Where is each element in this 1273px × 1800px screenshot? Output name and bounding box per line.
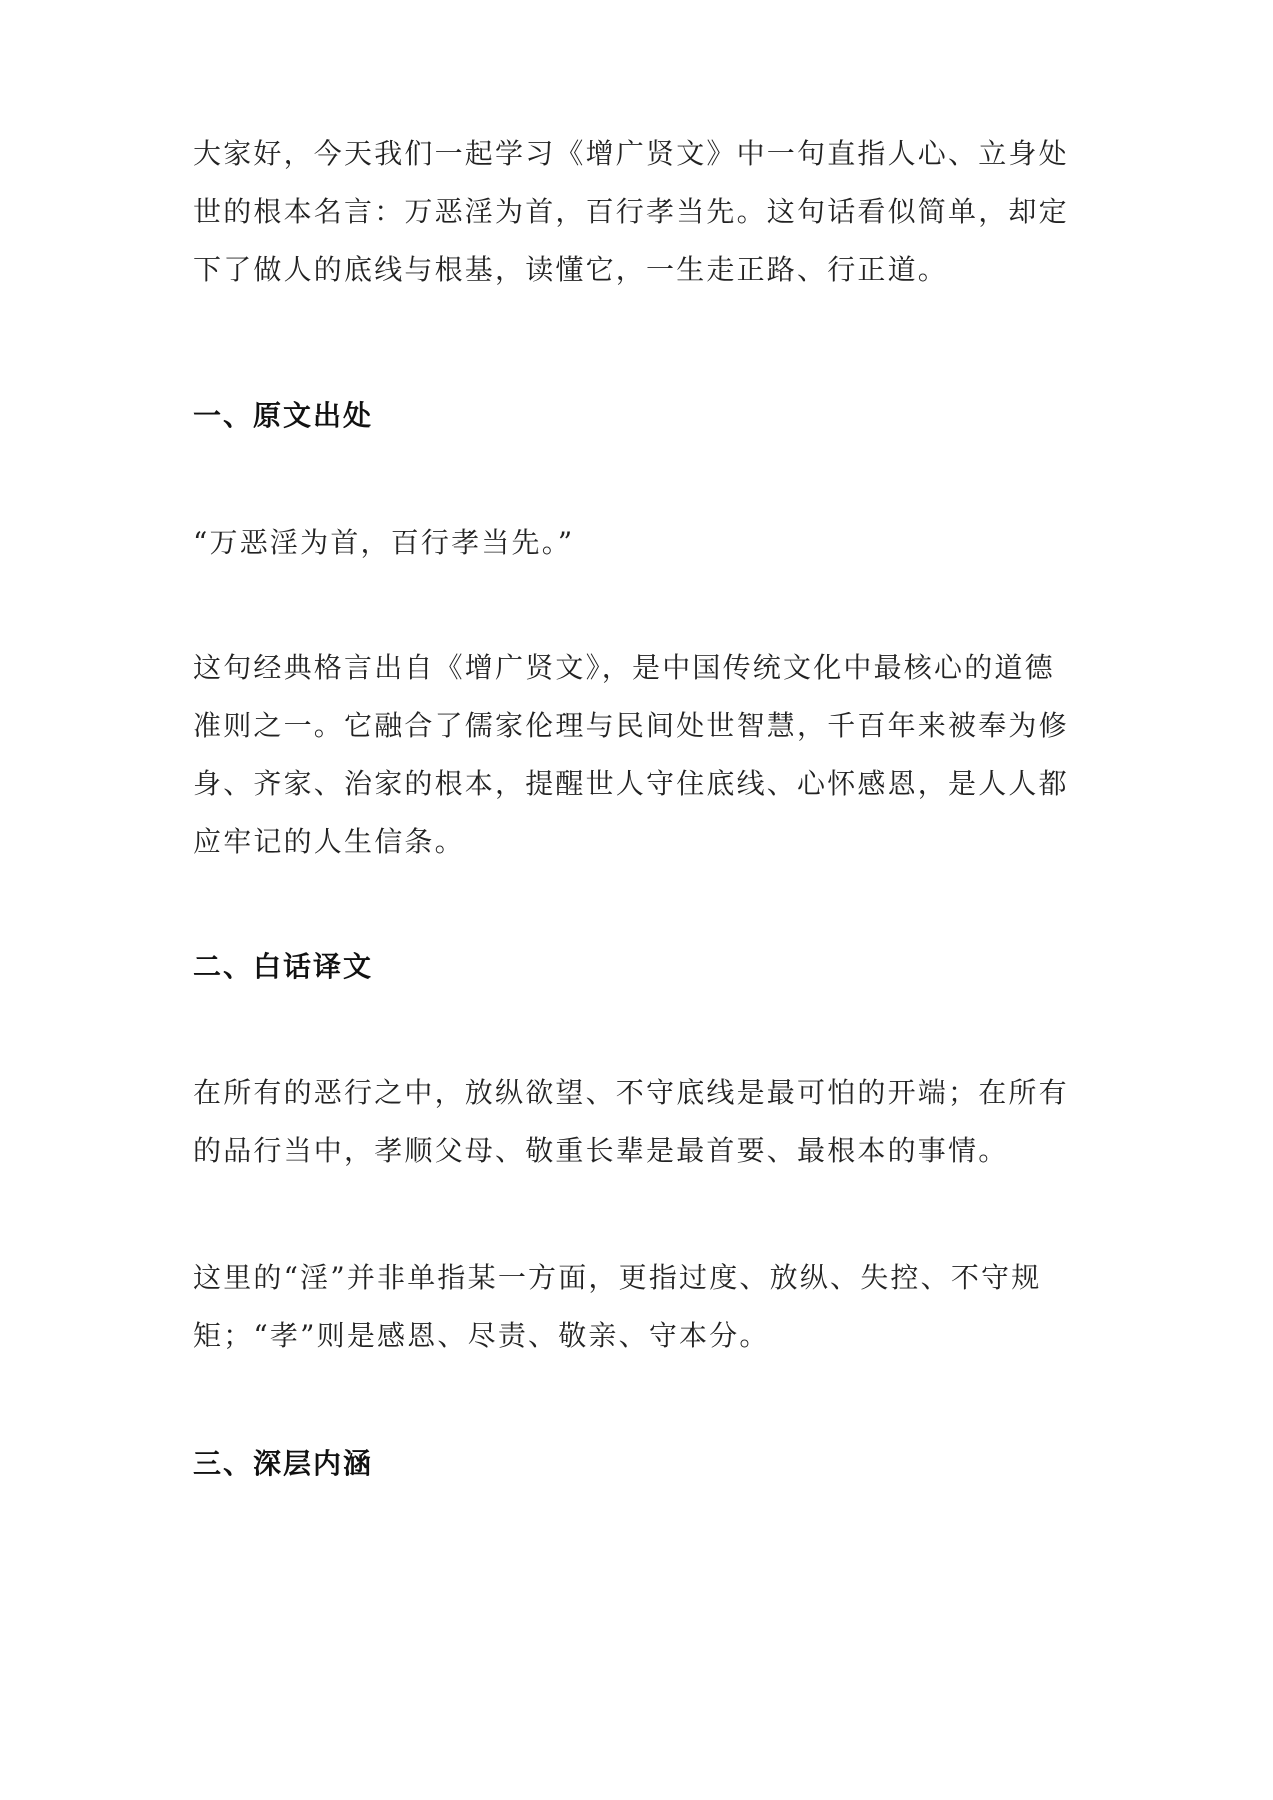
section-heading-meaning: 三、深层内涵: [193, 1447, 374, 1480]
section-heading-source: 一、原文出处: [193, 399, 374, 432]
source-paragraph: 这句经典格言出自《增广贤文》，是中国传统文化中最核心的道德准则之一。它融合了儒家伦理与民间处世智慧，千百年来被奉为修身、齐家、治家的根本，提醒世人守住底线、心怀感恩，是人人都应牢记的人生信条。: [193, 651, 1069, 858]
translation-paragraph: 在所有的恶行之中，放纵欲望、不守底线是最可怕的开端；在所有的品行当中，孝顺父母、敬重长辈是最首要、最根本的事情。: [193, 1076, 1069, 1167]
original-quote: “万恶淫为首，百行孝当先。”: [193, 526, 575, 559]
explanation-paragraph: 这里的“淫”并非单指某一方面，更指过度、放纵、失控、不守规矩；“孝”则是感恩、尽责、敬亲、守本分。: [193, 1261, 1042, 1352]
section-heading-translation: 二、白话译文: [193, 950, 374, 983]
intro-paragraph: 大家好，今天我们一起学习《增广贤文》中一句直指人心、立身处世的根本名言：万恶淫为首，百行孝当先。这句话看似简单，却定下了做人的底线与根基，读懂它，一生走正路、行正道。: [193, 137, 1069, 286]
